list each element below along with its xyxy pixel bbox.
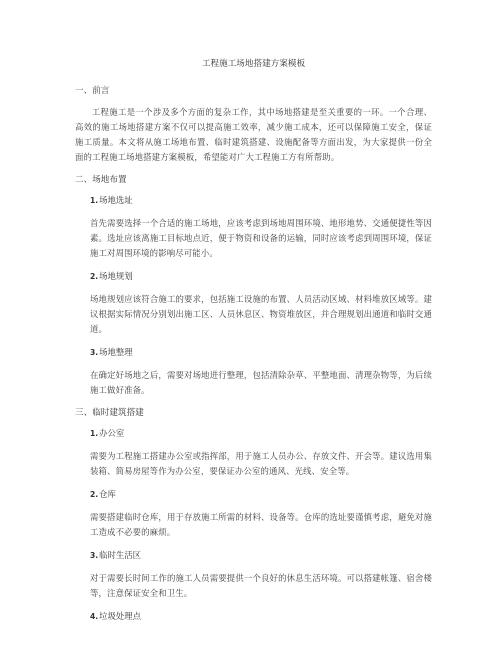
item-number: 3. (90, 348, 99, 357)
subsection-heading (90, 270, 432, 283)
item-title: 场地选址 (99, 195, 133, 205)
document-title: 工程施工场地搭建方案模板 (201, 59, 306, 69)
paragraph: 需要搭建临时仓库，用于存放施工所需的材料、设备等。仓库的选址要谨慎考虑，避免对施工造成不必要的麻烦。 (90, 512, 432, 537)
paragraph: 对于需要长时间工作的施工人员需要提供一个良好的休息生活环境。可以搭建帐篷、宿舍楼等，注意保证安全和卫生。 (90, 573, 432, 598)
section-heading: 二、场地布置 (75, 175, 127, 185)
item-title: 垃圾处理点 (99, 611, 142, 621)
item-number: 2. (90, 490, 99, 499)
paragraph: 首先需要选择一个合适的施工场地，应该考虑到场地周围环境、地形地势、交通便捷性等因素。选址应该离施工目标地点近，便于物资和设备的运输，同时应该考虑到周围环境，保证施工对周围环境的影响尽可能小。 (90, 218, 432, 258)
paragraph: 工程施工是一个涉及多个方面的复杂工作，其中场地搭建是至关重要的一环。一个合理、高效的施工场地搭建方案不仅可以提高施工效率，减少施工成本，还可以保障施工安全，保证施工质量。本文将从施工场地布置、临时建筑搭建、设施配备等方面出发，为大家提供一份全面的工程施工场地搭建方案模板，希望能对广大工程施工方有所帮助。 (75, 107, 432, 162)
subsection-heading (90, 346, 432, 359)
item-title: 临时生活区 (99, 550, 142, 560)
item-title: 办公室 (99, 428, 125, 438)
item-number: 3. (90, 551, 99, 560)
item-number: 4. (90, 612, 99, 621)
section-heading: 一、前言 (75, 86, 110, 96)
paragraph: 需要为工程施工搭建办公室或指挥部，用于施工人员办公、存放文件、开会等。建议选用集装箱、简易房屋等作为办公室，要保证办公室的通风、光线、安全等。 (90, 451, 432, 476)
subsection-heading (90, 610, 432, 623)
item-title: 场地规划 (99, 271, 133, 281)
subsection-heading (90, 549, 432, 562)
subsection-heading (90, 488, 432, 501)
section-site-layout (75, 174, 432, 398)
item-title: 仓库 (99, 489, 116, 499)
item-number: 2. (90, 272, 99, 281)
subsection-heading (90, 427, 432, 440)
section-preface (75, 85, 432, 165)
paragraph: 场地规划应该符合施工的要求，包括施工设施的布置、人员活动区域、材料堆放区域等。建议根据实际情况分别划出施工区、人员休息区、物资堆放区，并合理规划出通道和临时交通道。 (90, 294, 432, 334)
item-title: 场地整理 (99, 347, 133, 357)
paragraph: 在确定好场地之后，需要对场地进行整理，包括清除杂草、平整地面、清理杂物等，为后续施工做好准备。 (90, 370, 432, 395)
section-temporary-buildings (75, 407, 432, 623)
item-number: 1. (90, 429, 99, 438)
section-heading: 三、临时建筑搭建 (75, 408, 144, 418)
item-number: 1. (90, 196, 99, 205)
subsection-heading (90, 194, 432, 207)
